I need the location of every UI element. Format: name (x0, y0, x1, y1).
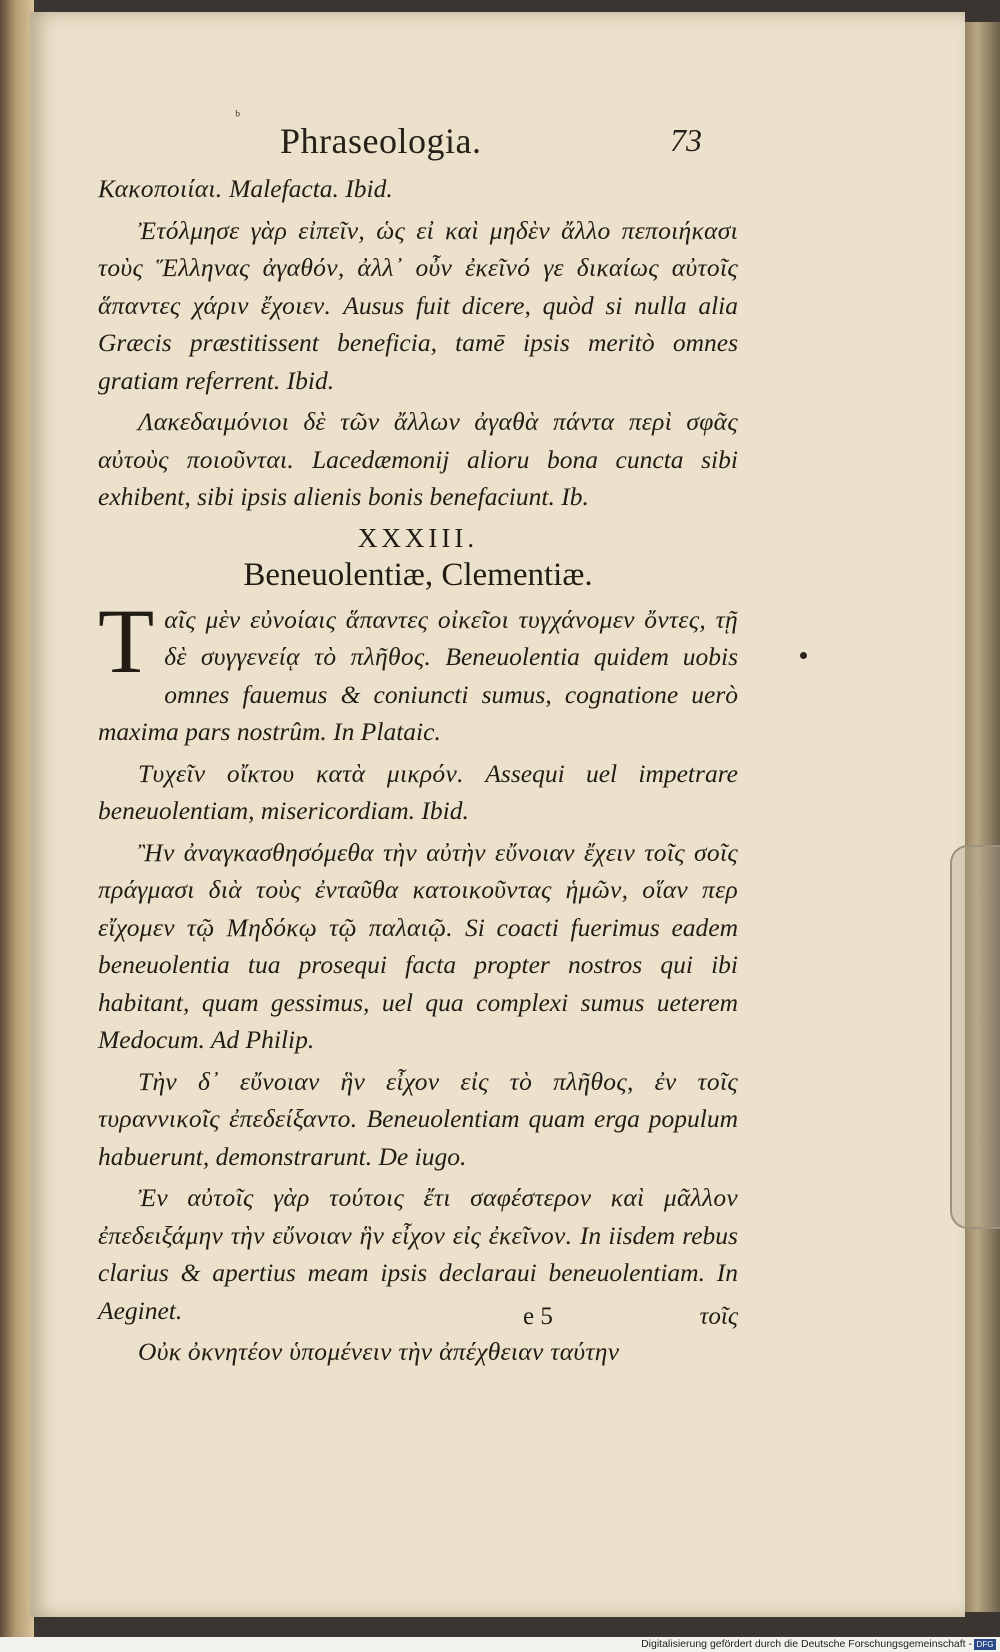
page-header (30, 120, 965, 170)
greek-phrase: Τυχεῖν οἴκτου κατὰ μικρόν. (138, 758, 486, 788)
credit-bar (0, 1637, 1000, 1652)
greek-phrase: Κακοποιίαι. (98, 174, 230, 203)
greek-phrase: Ἐν αὐτοῖς γὰρ τούτοις ἔτι σαφέστερον καὶ μᾶλλον ἐπεδειξάμην τὴν εὔνοιαν ἣν εἶχον εἰς ἐκεῖνον. (98, 1183, 738, 1250)
page-number: 73 (670, 122, 702, 158)
greek-phrase: Ἢν ἀναγκασθησόμεθα τὴν αὐτὴν εὔνοιαν ἔχειν τοῖς σοῖς πράγμασι διὰ τοὺς ἐνταῦθα κατοικοῦντας ἡμῶν, οἵαν περ εἴχομεν τῷ Μηδόκῳ τῷ παλαιῷ. (98, 837, 738, 942)
latin-translation: Beneuolentiam quam erga populum habuerunt, demonstrarunt. De iugo. (98, 1104, 738, 1171)
latin-translation: Malefacta. Ibid. (229, 174, 393, 203)
latin-translation: Ausus fuit dicere, quòd si nulla alia Græcis præstitissent beneficia, tamē ipsis meritò omnes gratiam referrent. Ibid. (98, 290, 738, 395)
book-binding (0, 0, 34, 1640)
section-title: Beneuolentiæ, Clementiæ. (243, 557, 593, 593)
greek-phrase: Ἐτόλμησε γὰρ εἰπεῖν, ὡς εἰ καὶ μηδὲν ἄλλο πεποιήκασι τοὺς Ἕλληνας ἀγαθόν, ἀλλ᾽ οὖν ἐκεῖνό γε δικαίως αὐτοῖς ἅπαντες χάριν ἔχοιεν. (98, 215, 738, 320)
funding-credit: Digitalisierung gefördert durch die Deutsche Forschungsgemeinschaft - (641, 1638, 972, 1650)
paragraph (98, 755, 738, 830)
latin-translation: Lacedæmonij alioru bona cuncta sibi exhibent, sibi ipsis alienis bonis benefaciunt. Ib. (98, 444, 738, 511)
ink-mark: ᵇ (235, 108, 240, 125)
section-number: XXXIII. (357, 522, 479, 553)
paragraph (98, 834, 738, 1059)
latin-translation: In iisdem rebus clarius & apertius meam ipsis declaraui beneuolentiam. In Aeginet. (98, 1220, 738, 1325)
page-edge (962, 22, 1000, 1612)
signature-mark: e 5 (523, 1303, 553, 1330)
greek-phrase: Τὴν δ᾽ εὔνοιαν ἣν εἶχον εἰς τὸ πλῆθος, ἐν τοῖς τυραννικοῖς ἐπεδείξαντο. (98, 1066, 738, 1133)
catchword: τοῖς (699, 1303, 738, 1330)
greek-phrase: αῖς μὲν εὐνοίαις ἅπαντες οἰκεῖοι τυγχάνομεν ὄντες, τῇ δὲ συγγενείᾳ τὸ πλῆθος. (164, 604, 738, 671)
page-text (98, 170, 738, 1375)
greek-phrase: Οὐκ ὀκνητέον ὑπομένειν τὴν ἀπέχθειαν ταύτην (138, 1337, 620, 1366)
greek-phrase: Λακεδαιμόνιοι δὲ τῶν ἄλλων ἀγαθὰ πάντα περὶ σφᾶς αὐτοὺς ποιοῦνται. (98, 407, 738, 474)
paragraph (98, 403, 738, 516)
running-head: Phraseologia. (280, 121, 482, 161)
latin-translation: Assequi uel impetrare beneuolentiam, misericordiam. Ibid. (98, 758, 738, 825)
dfg-logo: DFG (974, 1639, 996, 1650)
paragraph (98, 589, 738, 751)
paragraph (98, 1063, 738, 1176)
page-tab-clip (950, 845, 1000, 1229)
latin-translation: Beneuolentia quidem uobis omnes fauemus & coniuncti sumus, cognatione uerò maxima pars nostrûm. In Plataic. (98, 642, 738, 746)
book-page (30, 12, 965, 1617)
paragraph (98, 170, 738, 208)
page-footer (98, 1303, 738, 1343)
margin-ink-dot (800, 652, 807, 659)
drop-cap: T (98, 589, 155, 692)
paragraph (98, 212, 738, 400)
latin-translation: Si coacti fuerimus eadem beneuolentia tua prosequi facta propter nostros qui ibi habitant, quam gessimus, uel qua complexi sumus ueterem Medocum. Ad Philip. (98, 912, 738, 1054)
